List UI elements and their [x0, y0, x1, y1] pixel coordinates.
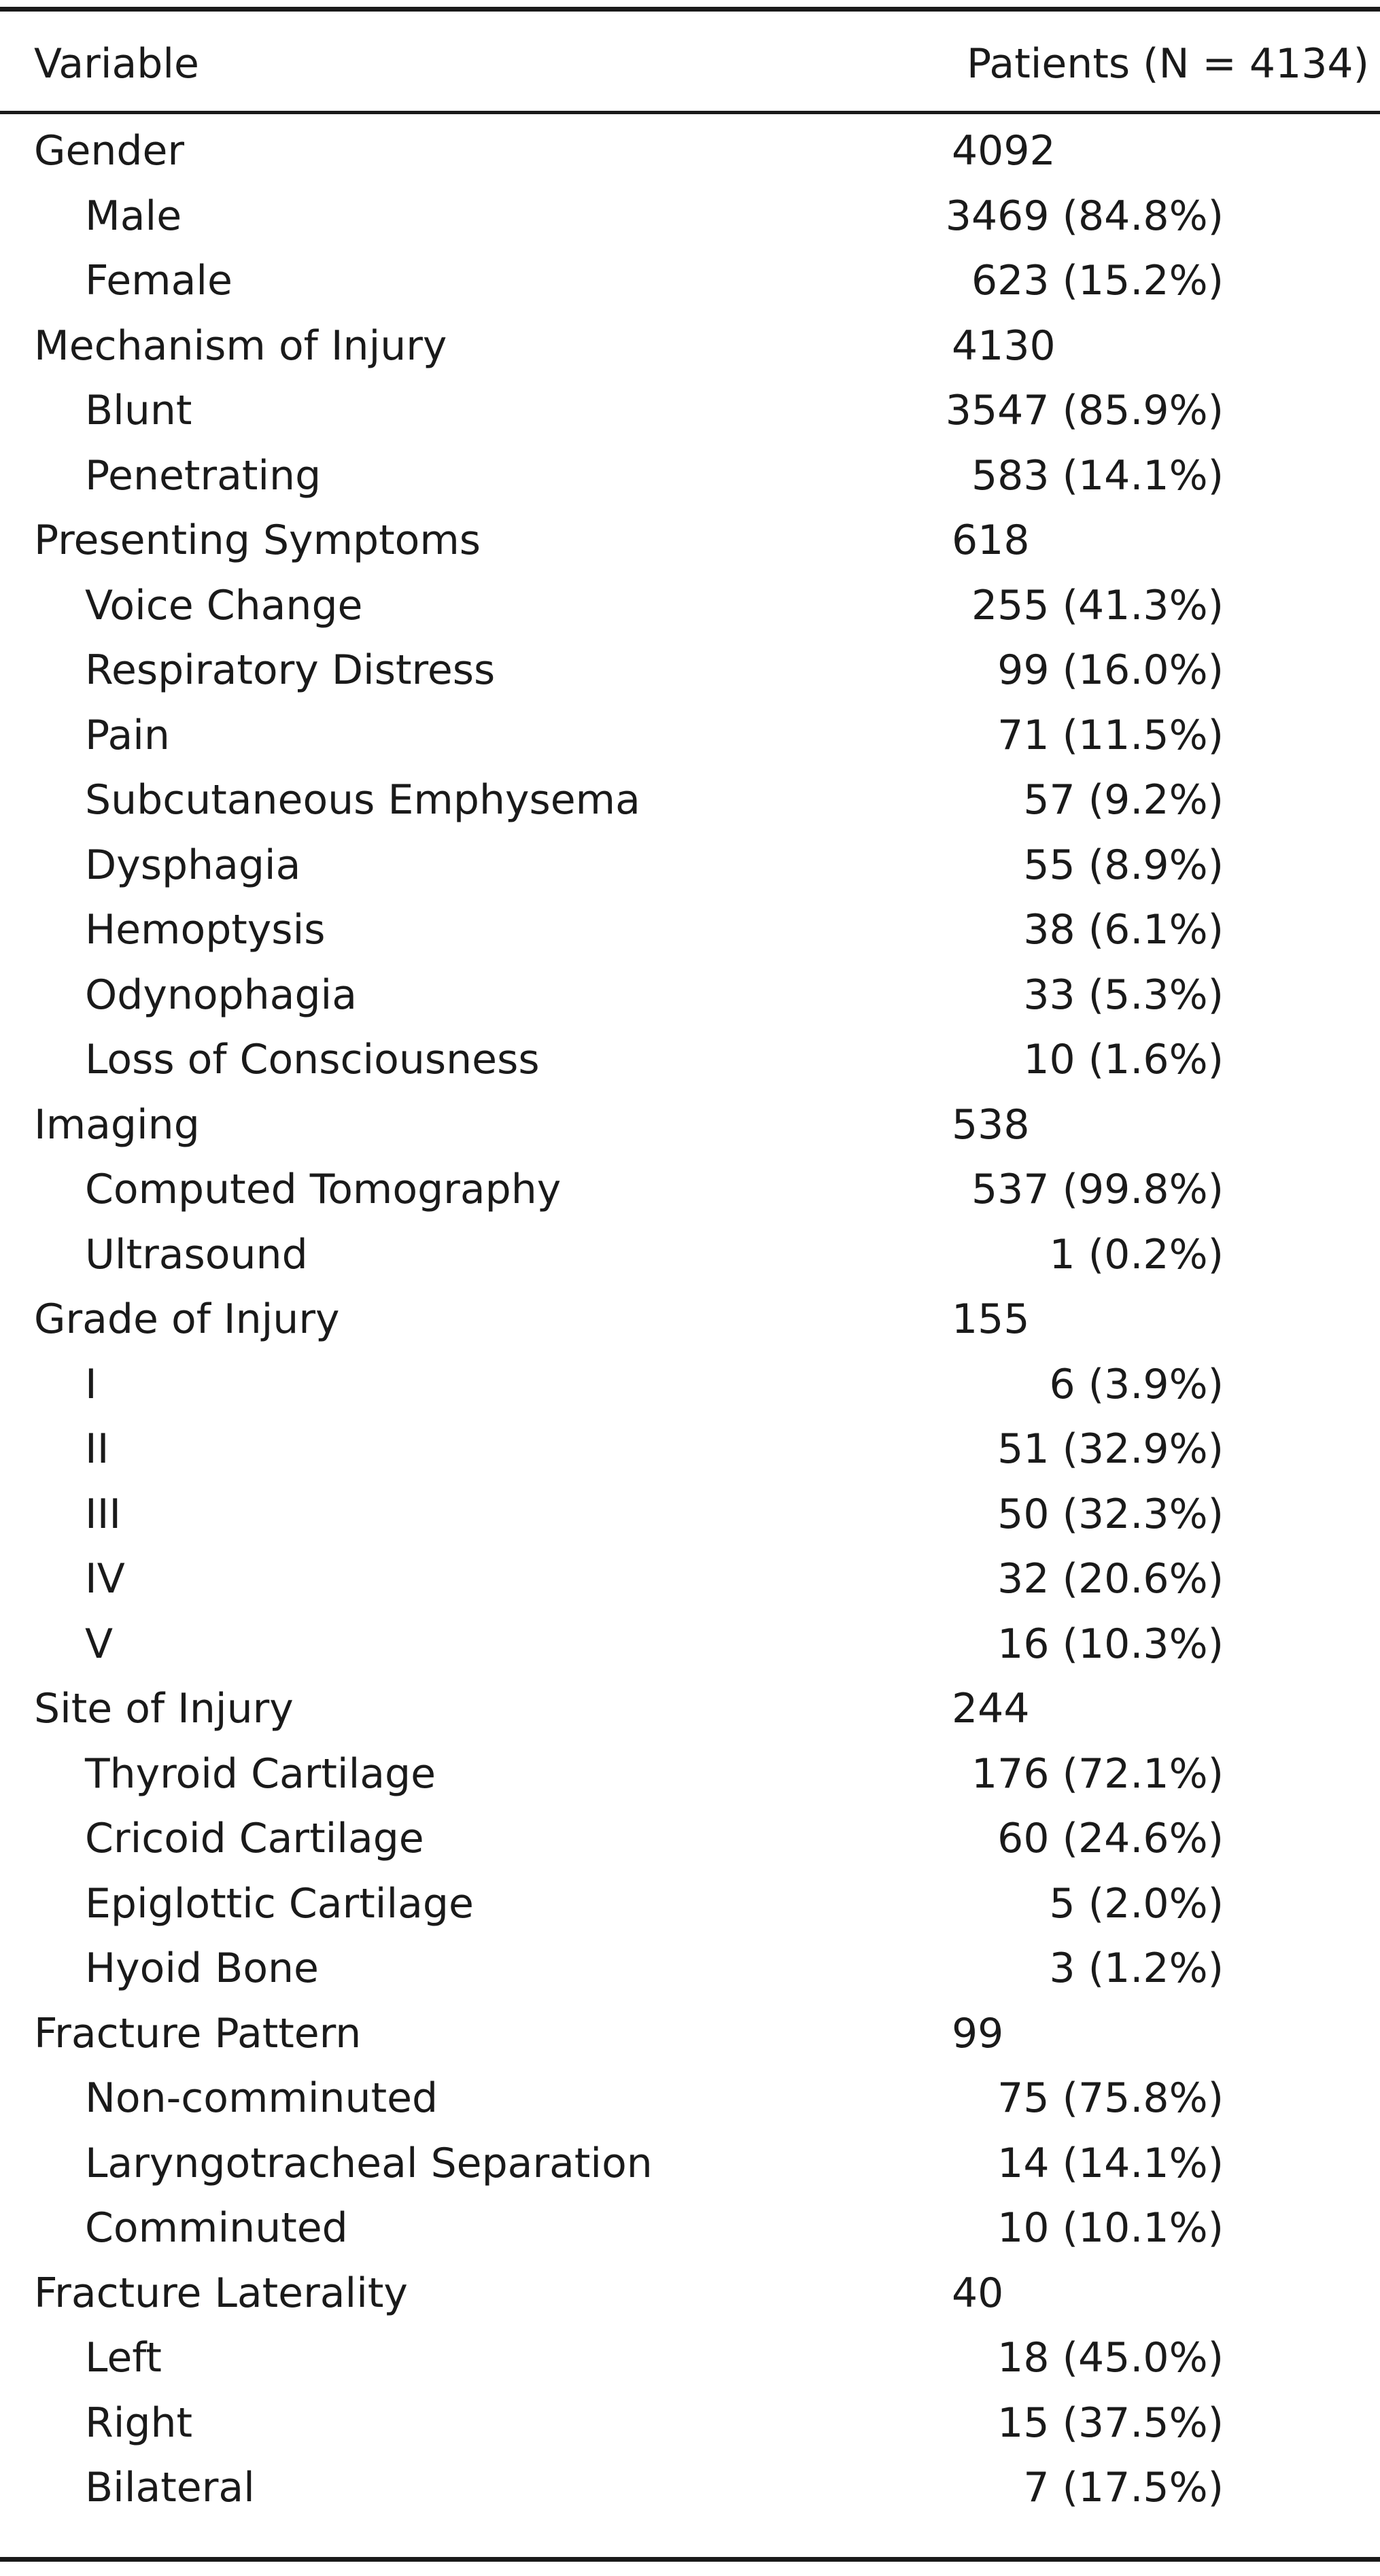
table-row-sub — [0, 2066, 1380, 2131]
row-sublabel: Cricoid Cartilage — [85, 1815, 424, 1862]
table-row-sub — [0, 1936, 1380, 2002]
row-count-percent: 32 (20.6%) — [997, 1555, 1224, 1603]
table-row-sub — [0, 2456, 1380, 2521]
header-patients: Patients (N = 4134) — [966, 40, 1369, 88]
header-variable: Variable — [34, 40, 199, 88]
row-sublabel: Laryngotracheal Separation — [85, 2139, 653, 2187]
table-row-sub — [0, 1223, 1380, 1288]
table-row-group — [0, 119, 1380, 184]
row-count-percent: 51 (32.9%) — [997, 1425, 1224, 1473]
table-row-sub — [0, 574, 1380, 639]
row-count-percent: 75 (75.8%) — [997, 2074, 1224, 2122]
table-row-sub — [0, 1353, 1380, 1418]
table-row-sub — [0, 833, 1380, 899]
table-row-group — [0, 1677, 1380, 1742]
row-count-percent: 16 (10.3%) — [997, 1620, 1224, 1668]
row-count-percent: 99 (16.0%) — [997, 646, 1224, 694]
row-group-label: Imaging — [34, 1100, 200, 1149]
row-count-percent: 176 (72.1%) — [971, 1750, 1224, 1798]
row-count-percent: 50 (32.3%) — [997, 1490, 1224, 1538]
row-group-label: Fracture Pattern — [34, 2009, 362, 2057]
table-row-group — [0, 1093, 1380, 1158]
table-row-sub — [0, 1028, 1380, 1093]
table-row-group — [0, 2002, 1380, 2067]
row-count-percent: 255 (41.3%) — [971, 581, 1224, 629]
row-count-percent: 57 (9.2%) — [1023, 776, 1224, 824]
table-row-sub — [0, 184, 1380, 249]
row-count-percent: 55 (8.9%) — [1023, 841, 1224, 889]
row-count-percent: 33 (5.3%) — [1023, 971, 1224, 1019]
row-count-percent: 15 (37.5%) — [997, 2399, 1224, 2447]
table-row-sub — [0, 703, 1380, 769]
row-count-percent: 60 (24.6%) — [997, 1815, 1224, 1862]
table-row-sub — [0, 1547, 1380, 1612]
table-row-sub — [0, 1482, 1380, 1548]
table-row-sub — [0, 898, 1380, 963]
table-row-sub — [0, 1417, 1380, 1482]
row-sublabel: Bilateral — [85, 2464, 255, 2511]
table-row-group — [0, 2261, 1380, 2327]
row-sublabel: Female — [85, 257, 232, 304]
table-bottom-rule — [0, 2557, 1380, 2562]
row-count-percent: 583 (14.1%) — [971, 451, 1224, 500]
row-count-percent: 537 (99.8%) — [971, 1166, 1224, 1213]
row-sublabel: Non-comminuted — [85, 2074, 438, 2122]
table-row-sub — [0, 1158, 1380, 1223]
row-sublabel: Epiglottic Cartilage — [85, 1879, 474, 1928]
row-sublabel: Odynophagia — [85, 971, 357, 1019]
row-group-total: 155 — [952, 1295, 1030, 1343]
row-group-total: 4092 — [952, 127, 1056, 175]
row-count-percent: 1 (0.2%) — [1049, 1230, 1224, 1278]
row-sublabel: Left — [85, 2334, 162, 2382]
row-count-percent: 14 (14.1%) — [997, 2139, 1224, 2187]
table-row-sub — [0, 444, 1380, 509]
table-row-sub — [0, 249, 1380, 314]
table-row-group — [0, 314, 1380, 379]
row-count-percent: 623 (15.2%) — [971, 257, 1224, 304]
table-row-sub — [0, 1612, 1380, 1677]
row-count-percent: 6 (3.9%) — [1049, 1360, 1224, 1408]
table-row-sub — [0, 1872, 1380, 1937]
row-count-percent: 10 (10.1%) — [997, 2204, 1224, 2252]
table-row-sub — [0, 963, 1380, 1028]
row-group-total: 538 — [952, 1100, 1030, 1149]
table-row-sub — [0, 2131, 1380, 2197]
row-count-percent: 5 (2.0%) — [1049, 1879, 1224, 1928]
table-row-sub — [0, 379, 1380, 444]
row-count-percent: 10 (1.6%) — [1023, 1036, 1224, 1083]
row-group-total: 40 — [952, 2269, 1004, 2317]
row-group-total: 244 — [952, 1685, 1030, 1733]
row-count-percent: 18 (45.0%) — [997, 2334, 1224, 2382]
row-sublabel: Penetrating — [85, 451, 322, 500]
row-group-label: Fracture Laterality — [34, 2269, 408, 2317]
table-row-sub — [0, 1742, 1380, 1807]
row-sublabel: Male — [85, 192, 182, 240]
row-group-label: Presenting Symptoms — [34, 517, 481, 564]
row-group-total: 99 — [952, 2009, 1004, 2057]
row-sublabel: III — [85, 1490, 122, 1538]
row-group-label: Grade of Injury — [34, 1295, 340, 1343]
row-sublabel: IV — [85, 1555, 125, 1603]
table-header-rule — [0, 111, 1380, 114]
table-top-rule — [0, 7, 1380, 12]
table-row-sub — [0, 768, 1380, 833]
row-sublabel: II — [85, 1425, 109, 1473]
table-row-sub — [0, 1807, 1380, 1872]
row-sublabel: Pain — [85, 711, 170, 759]
row-count-percent: 3469 (84.8%) — [945, 192, 1224, 240]
row-sublabel: Dysphagia — [85, 841, 301, 889]
table-row-group — [0, 508, 1380, 574]
row-count-percent: 71 (11.5%) — [997, 711, 1224, 759]
row-sublabel: Ultrasound — [85, 1230, 308, 1278]
row-sublabel: Hyoid Bone — [85, 1945, 319, 1992]
row-sublabel: Respiratory Distress — [85, 646, 496, 694]
table-row-group — [0, 1287, 1380, 1353]
row-count-percent: 7 (17.5%) — [1023, 2464, 1224, 2511]
row-count-percent: 3547 (85.9%) — [945, 387, 1224, 434]
table-header-row — [0, 29, 1380, 100]
table-row-sub — [0, 2391, 1380, 2456]
row-sublabel: Loss of Consciousness — [85, 1036, 540, 1083]
row-sublabel: Blunt — [85, 387, 192, 434]
row-group-label: Site of Injury — [34, 1685, 294, 1733]
row-group-label: Mechanism of Injury — [34, 321, 447, 370]
row-group-label: Gender — [34, 127, 185, 175]
row-group-total: 4130 — [952, 321, 1056, 370]
row-group-total: 618 — [952, 517, 1030, 564]
row-sublabel: Thyroid Cartilage — [85, 1750, 436, 1798]
row-sublabel: Comminuted — [85, 2204, 348, 2252]
row-sublabel: Computed Tomography — [85, 1166, 562, 1213]
table-row-sub — [0, 638, 1380, 703]
row-sublabel: V — [85, 1620, 114, 1668]
row-count-percent: 3 (1.2%) — [1049, 1945, 1224, 1992]
row-count-percent: 38 (6.1%) — [1023, 906, 1224, 954]
row-sublabel: Right — [85, 2399, 192, 2447]
row-sublabel: I — [85, 1360, 97, 1408]
row-sublabel: Subcutaneous Emphysema — [85, 776, 640, 824]
table-row-sub — [0, 2326, 1380, 2391]
row-sublabel: Hemoptysis — [85, 906, 326, 954]
table-row-sub — [0, 2196, 1380, 2261]
row-sublabel: Voice Change — [85, 581, 363, 629]
